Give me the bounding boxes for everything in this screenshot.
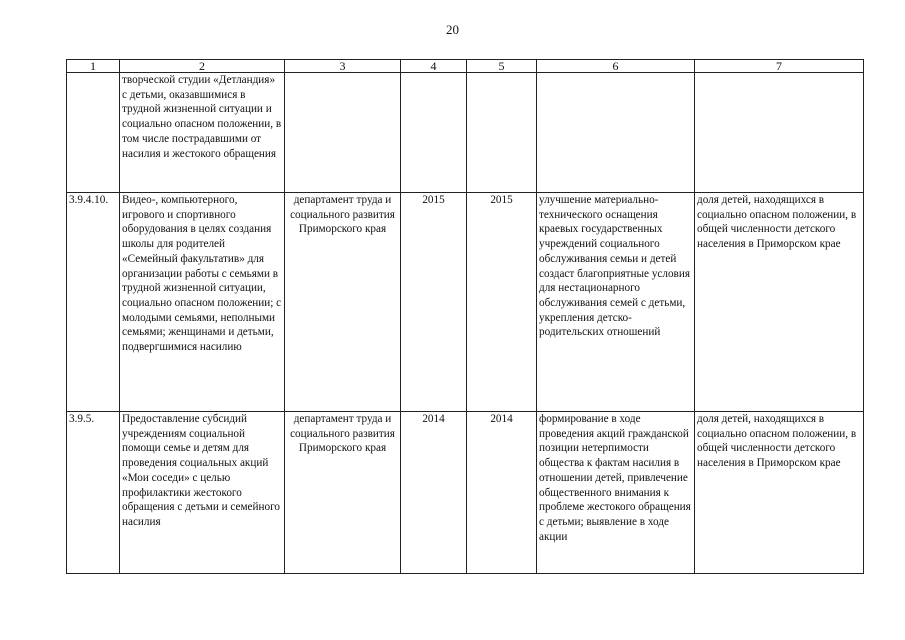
expected-result: улучшение материально-технического оснащения краевых государственных учреждений социального обслуживания семьи и детей создаст благоприятные условия для нестационарного обслуживания семей с детьми, укрепления детско-родительских отношений <box>537 193 695 412</box>
measure-name: Видео-, компьютерного, игрового и спортивного оборудования в целях создания школы для родителей «Семейный факультатив» для организации работы с семьями в трудной жизненной ситуации, социально опасном положении; с молодыми семьями, неполными семьями; женщинами и детьми, подвергшимися насилию <box>120 193 285 412</box>
column-header-4: 4 <box>401 60 467 73</box>
start-year: 2014 <box>401 412 467 574</box>
row-number: 3.9.5. <box>67 412 120 574</box>
end-year <box>467 73 537 193</box>
executor: департамент труда и социального развития Приморского края <box>285 193 401 412</box>
expected-result: формирование в ходе проведения акций гражданской позиции нетерпимости общества к фактам насилия в отношении детей, привлечение общественного внимания к проблеме жестокого обращения с детьми; выявление в ходе акции <box>537 412 695 574</box>
table-row <box>67 412 864 574</box>
table-row <box>67 73 864 193</box>
row-number <box>67 73 120 193</box>
table-header-row <box>67 60 864 73</box>
indicator: доля детей, находящихся в социально опасном положении, в общей численности детского населения в Приморском крае <box>695 412 864 574</box>
end-year: 2014 <box>467 412 537 574</box>
row-number: 3.9.4.10. <box>67 193 120 412</box>
column-header-7: 7 <box>695 60 864 73</box>
start-year: 2015 <box>401 193 467 412</box>
measure-name: творческой студии «Детландия» с детьми, оказавшимися в трудной жизненной ситуации и социально опасном положении, в том числе пострадавшими от насилия и жестокого обращения <box>120 73 285 193</box>
executor: департамент труда и социального развития Приморского края <box>285 412 401 574</box>
table-row <box>67 193 864 412</box>
page-number: 20 <box>446 22 459 37</box>
indicator: доля детей, находящихся в социально опасном положении, в общей численности детского населения в Приморском крае <box>695 193 864 412</box>
expected-result <box>537 73 695 193</box>
start-year <box>401 73 467 193</box>
program-measures-table <box>66 59 864 574</box>
end-year: 2015 <box>467 193 537 412</box>
column-header-2: 2 <box>120 60 285 73</box>
executor <box>285 73 401 193</box>
column-header-1: 1 <box>67 60 120 73</box>
column-header-5: 5 <box>467 60 537 73</box>
column-header-6: 6 <box>537 60 695 73</box>
indicator <box>695 73 864 193</box>
measure-name: Предоставление субсидий учреждениям социальной помощи семье и детям для проведения социальных акций «Мои соседи» с целью профилактики жестокого обращения с детьми и семейного насилия <box>120 412 285 574</box>
column-header-3: 3 <box>285 60 401 73</box>
